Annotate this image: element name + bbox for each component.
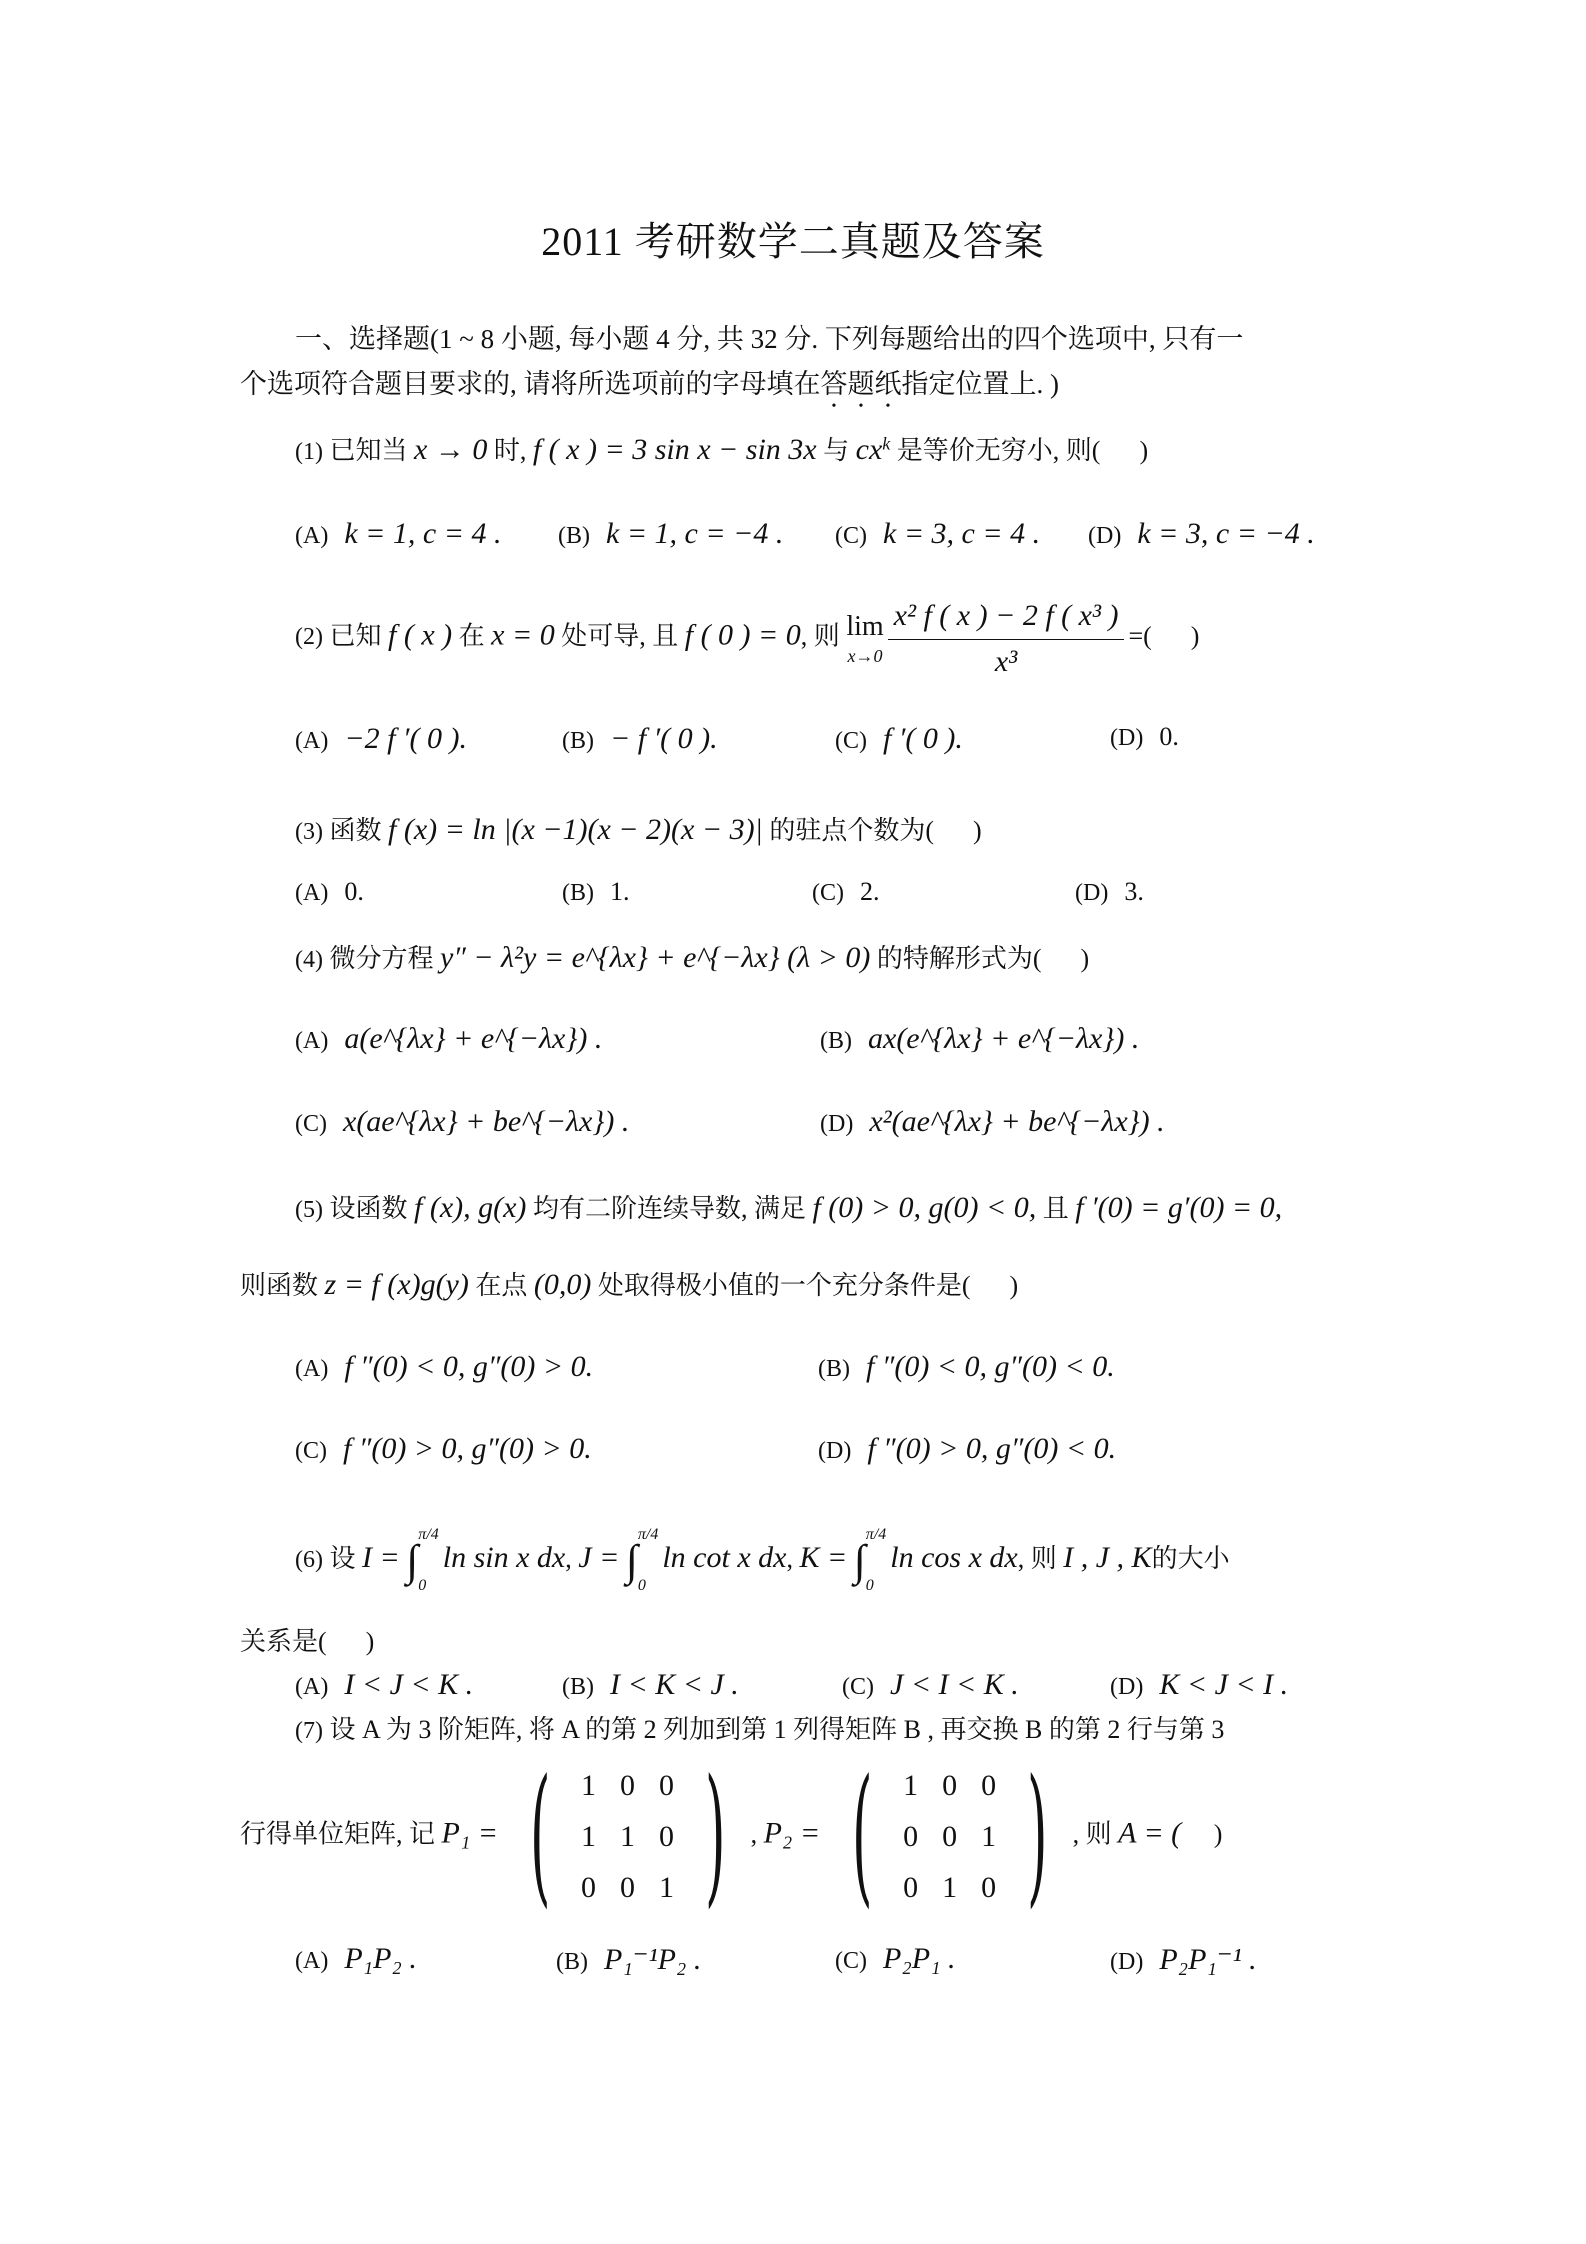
left-paren: ( (851, 1748, 873, 1922)
q1-mid: 时, (493, 436, 527, 465)
left-paren: ( (529, 1748, 551, 1922)
question-number: (2) (295, 624, 323, 651)
q1-post: 是等价无穷小, 则( (896, 436, 1101, 465)
option-label: (C) (842, 1674, 874, 1700)
q5-pt: (0,0) (533, 1268, 592, 1301)
q6-pre: 设 (329, 1543, 356, 1573)
matrix-cell: 0 (620, 1769, 636, 1802)
q5-line2-mid: 在点 (475, 1271, 528, 1300)
q6-K: K = (799, 1540, 848, 1574)
q1-mid2: 与 (823, 436, 850, 465)
option-label: (D) (1088, 523, 1122, 549)
q2-option-c (835, 722, 963, 756)
integral-upper: π/4 (865, 1526, 887, 1543)
question-number: (7) (295, 1718, 323, 1744)
option-text: −2 f ′( 0 ). (344, 722, 467, 755)
integral-lower: 0 (865, 1577, 874, 1595)
q2-option-b (562, 722, 718, 756)
section-heading-line1: 一、选择题(1 ~ 8 小题, 每小题 4 分, 共 32 分. 下列每题给出的四个选项中, 只有一 (295, 324, 1244, 354)
integral-sign: ∫ (625, 1536, 638, 1586)
option-text: f ″(0) > 0, g″(0) > 0. (343, 1432, 592, 1465)
matrix-cell: 1 (581, 1769, 597, 1802)
matrix-cell: 1 (620, 1820, 636, 1853)
option-label: (B) (820, 1028, 852, 1054)
q6-integral-J (626, 1525, 663, 1597)
question-3 (295, 810, 982, 849)
option-text: k = 3, c = 4 . (883, 517, 1041, 550)
q3-option-d (1075, 877, 1144, 907)
option-label: (A) (295, 1674, 329, 1700)
option-label: (B) (562, 880, 594, 906)
q6-integral-K (854, 1525, 891, 1597)
option-text: 2. (860, 877, 880, 906)
option-label: (D) (1110, 725, 1144, 751)
question-5 (295, 1188, 1282, 1227)
matrix-cell: 0 (659, 1820, 675, 1853)
q1-option-b (558, 517, 783, 551)
right-paren: ) (705, 1748, 726, 1922)
question-number: (3) (295, 819, 323, 845)
q5-mid2: 且 (1042, 1194, 1069, 1223)
matrix-cell: 0 (981, 1769, 997, 1802)
matrix-P1-table (569, 1760, 686, 1913)
q6-J: J = (578, 1540, 620, 1574)
q5-line2-pre: 则函数 (240, 1271, 319, 1300)
option-text: k = 3, c = −4 . (1137, 517, 1315, 550)
q2-mid: 在 (458, 621, 485, 651)
option-text: I < J < K . (344, 1668, 474, 1701)
integral-upper: π/4 (418, 1526, 439, 1543)
q5-fg: f (x), g(x) (414, 1191, 527, 1224)
q2-f0: f ( 0 ) = 0 (684, 618, 801, 652)
q7-P2-label: P₂ = (763, 1816, 821, 1850)
matrix-P2 (833, 1748, 1067, 1922)
q4-option-b (820, 1022, 1139, 1056)
matrix-P1 (511, 1748, 745, 1922)
matrix-cell: 0 (903, 1871, 919, 1904)
q7-line2-post: , 则 (1072, 1819, 1112, 1849)
q3-post: 的驻点个数为( (769, 816, 934, 845)
matrix-P2-table (891, 1760, 1008, 1913)
section-heading-line2 (240, 367, 1059, 414)
q7-option-c (835, 1942, 956, 1976)
option-label: (A) (295, 1356, 329, 1382)
option-text: 3. (1124, 877, 1144, 906)
page-title: 2011 考研数学二真题及答案 (541, 219, 1045, 264)
q7-option-a (295, 1942, 417, 1976)
question-7 (295, 1713, 1224, 1747)
option-label: (B) (558, 523, 590, 549)
q2-fx: f ( x ) (388, 618, 453, 652)
option-label: (A) (295, 1948, 329, 1974)
q2-option-a (295, 722, 467, 756)
q7-close: ) (1213, 1819, 1223, 1849)
integral-lower: 0 (418, 1577, 427, 1595)
option-text: f ″(0) < 0, g″(0) > 0. (344, 1350, 594, 1383)
q2-option-d (1110, 722, 1179, 752)
matrix-cell: 0 (942, 1769, 958, 1802)
option-label: (C) (835, 1948, 867, 1974)
option-label: (B) (556, 1949, 588, 1975)
option-text: J < I < K . (890, 1668, 1019, 1701)
option-text: f ″(0) > 0, g″(0) < 0. (867, 1432, 1117, 1465)
q6-option-d (1110, 1668, 1288, 1702)
q1-k: k (882, 433, 891, 454)
option-label: (D) (818, 1438, 852, 1464)
q1-cx: cx (855, 433, 883, 466)
question-6: (6) 设 I = ∫ π/4 0 ln sin x dx, J = ∫ π/4 0 ln cot x dx, K = ∫ π/4 0 ln cos x dx, 则 I , J , K的大小 (295, 1525, 1230, 1597)
q3-pre: 函数 (329, 816, 382, 845)
option-text: P₁⁻¹P₂ . (604, 1943, 702, 1976)
q6-post2: 的大小 (1151, 1543, 1230, 1573)
matrix-cell: 0 (942, 1820, 958, 1853)
matrix-cell: 1 (903, 1769, 919, 1802)
integral-limits (418, 1525, 438, 1597)
matrix-cell: 0 (581, 1871, 597, 1904)
matrix-cell: 1 (659, 1871, 675, 1904)
q6-option-c (842, 1668, 1019, 1702)
option-label: (C) (835, 523, 867, 549)
matrix-cell: 0 (981, 1871, 997, 1904)
q7-option-d (1110, 1942, 1257, 1977)
q7-A: A = ( (1118, 1816, 1182, 1850)
q6-ijk: I , J , K (1063, 1540, 1152, 1574)
option-text: ax(e^{λx} + e^{−λx}) . (868, 1022, 1140, 1055)
matrix-cell: 1 (981, 1820, 997, 1853)
q3-option-a (295, 877, 364, 907)
q7-line1: 设 A 为 3 阶矩阵, 将 A 的第 2 列加到第 1 列得矩阵 B , 再交换 B 的第 2 行与第 3 (329, 1715, 1225, 1744)
q3-close: ) (973, 816, 982, 845)
q6-post: , 则 (1017, 1543, 1057, 1573)
q6-line2: 关系是( (240, 1627, 327, 1656)
question-7-line2: 行得单位矩阵, 记 P₁ = ( 1 0 0 1 1 0 0 0 1 ) , P₂ = ( 1 0 0 0 0 1 0 1 0 ) , 则 A = ( ) (240, 1748, 1223, 1922)
option-label: (B) (818, 1356, 850, 1382)
option-label: (A) (295, 1028, 329, 1054)
matrix-cell: 0 (903, 1820, 919, 1853)
q6-integral-I (406, 1525, 443, 1597)
option-label: (B) (562, 728, 594, 754)
q7-line2-pre: 行得单位矩阵, 记 (240, 1819, 436, 1849)
q5-option-b (818, 1350, 1115, 1384)
q1-option-c (835, 517, 1040, 551)
q4-pre: 微分方程 (329, 944, 434, 973)
option-label: (C) (295, 1438, 327, 1464)
q6-Jexpr: ln cot x dx (662, 1540, 787, 1574)
q4-option-d (820, 1105, 1165, 1139)
q3-option-b (562, 877, 630, 907)
q2-mid3: , 则 (800, 621, 840, 651)
q5-option-a (295, 1350, 593, 1384)
lim-subscript: x→0 (847, 646, 883, 666)
q3-option-c (812, 877, 880, 907)
q1-func: f ( x ) = 3 sin x − sin 3x (532, 433, 817, 466)
q4-option-c (295, 1105, 629, 1139)
question-number: (4) (295, 947, 323, 973)
option-text: P₁P₂ . (344, 1942, 417, 1975)
q1-pre: 已知当 (329, 436, 408, 465)
option-label: (C) (295, 1111, 327, 1137)
section-line2-emph: 答题纸 (820, 369, 902, 399)
q5-option-c (295, 1432, 592, 1466)
q5-line2-post: 处取得极小值的一个充分条件是( (597, 1271, 971, 1300)
option-text: K < J < I . (1159, 1668, 1289, 1701)
q6-option-b (562, 1668, 739, 1702)
question-6-line2 (240, 1625, 374, 1659)
q5-close: ) (1009, 1271, 1019, 1300)
q7-option-b (556, 1942, 701, 1977)
option-text: f ′( 0 ). (883, 722, 963, 755)
option-text: P₂P₁⁻¹ . (1159, 1943, 1257, 1976)
q2-mid2: 处可导, 且 (561, 621, 679, 651)
q5-mid: 均有二阶连续导数, 满足 (532, 1194, 806, 1223)
q5-cond: f (0) > 0, g(0) < 0, (812, 1191, 1037, 1224)
q2-close: ) (1190, 621, 1200, 651)
integral-lower: 0 (637, 1577, 646, 1595)
question-4 (295, 938, 1089, 977)
fraction-denominator: x³ (994, 645, 1018, 678)
matrix-cell: 1 (581, 1820, 597, 1853)
q2-at: x = 0 (491, 618, 555, 652)
lim-symbol: lim (846, 610, 884, 642)
q4-option-a (295, 1022, 602, 1056)
integral-sign: ∫ (853, 1536, 866, 1586)
q4-close: ) (1080, 944, 1090, 973)
option-text: f ″(0) < 0, g″(0) < 0. (866, 1350, 1115, 1383)
q6-option-a (295, 1668, 473, 1702)
question-2 (295, 596, 1199, 681)
q1-cond: x → 0 (414, 433, 488, 466)
option-text: − f ′( 0 ). (610, 722, 718, 755)
option-text: a(e^{λx} + e^{−λx}) . (344, 1022, 603, 1055)
option-label: (C) (835, 728, 867, 754)
integral-limits (638, 1525, 658, 1597)
option-text: k = 1, c = −4 . (606, 517, 784, 550)
q4-expr: y″ − λ²y = e^{λx} + e^{−λx} (λ > 0) (440, 941, 871, 974)
q2-post: =( (1128, 621, 1152, 651)
option-text: 0. (344, 877, 364, 906)
question-number: (1) (295, 439, 323, 465)
q4-post: 的特解形式为( (876, 944, 1042, 973)
integral-sign: ∫ (406, 1536, 419, 1586)
question-5-line2 (240, 1265, 1018, 1304)
q5-z: z = f (x)g(y) (324, 1268, 469, 1301)
q1-option-d (1088, 517, 1315, 551)
option-label: (D) (1110, 1674, 1144, 1700)
section-line2-b: 指定位置上. ) (901, 369, 1059, 399)
option-label: (A) (295, 880, 329, 906)
q2-pre: 已知 (329, 621, 382, 651)
option-label: (B) (562, 1674, 594, 1700)
option-label: (D) (1075, 880, 1109, 906)
fraction-numerator: x² f ( x ) − 2 f ( x³ ) (888, 596, 1125, 640)
option-text: x²(ae^{λx} + be^{−λx}) . (869, 1105, 1165, 1138)
q2-fraction (888, 596, 1125, 681)
q6-Iexpr: ln sin x dx (442, 1540, 566, 1574)
option-label: (A) (295, 728, 329, 754)
integral-upper: π/4 (637, 1526, 659, 1543)
q3-expr: f (x) = ln |(x −1)(x − 2)(x − 3)| (388, 813, 763, 846)
q5-cond2: f ′(0) = g′(0) = 0, (1075, 1191, 1283, 1224)
right-paren: ) (1027, 1748, 1048, 1922)
integral-limits (866, 1525, 886, 1597)
q2-limit (846, 609, 883, 669)
question-1 (295, 430, 1148, 469)
option-label: (C) (812, 880, 844, 906)
option-text: I < K < J . (610, 1668, 739, 1701)
q5-pre: 设函数 (329, 1194, 408, 1223)
option-text: 1. (610, 877, 630, 906)
question-number: (5) (295, 1197, 323, 1223)
option-text: P₂P₁ . (883, 1942, 956, 1975)
matrix-cell: 0 (620, 1871, 636, 1904)
section-line2-a: 个选项符合题目要求的, 请将所选项前的字母填在 (240, 369, 821, 399)
q7-P1-label: P₁ = (441, 1816, 499, 1850)
matrix-cell: 0 (659, 1769, 675, 1802)
q6-I: I = (362, 1540, 400, 1574)
q6-Kexpr: ln cos x dx (890, 1540, 1018, 1574)
option-label: (A) (295, 523, 329, 549)
q6-close: ) (365, 1627, 375, 1656)
option-text: k = 1, c = 4 . (344, 517, 502, 550)
option-text: x(ae^{λx} + be^{−λx}) . (343, 1105, 630, 1138)
q1-option-a (295, 517, 501, 551)
q1-close: ) (1139, 436, 1149, 465)
option-label: (D) (820, 1111, 854, 1137)
question-number: (6) (295, 1546, 323, 1573)
matrix-cell: 1 (942, 1871, 958, 1904)
option-text: 0. (1159, 722, 1179, 751)
option-label: (D) (1110, 1949, 1144, 1975)
q5-option-d (818, 1432, 1116, 1466)
